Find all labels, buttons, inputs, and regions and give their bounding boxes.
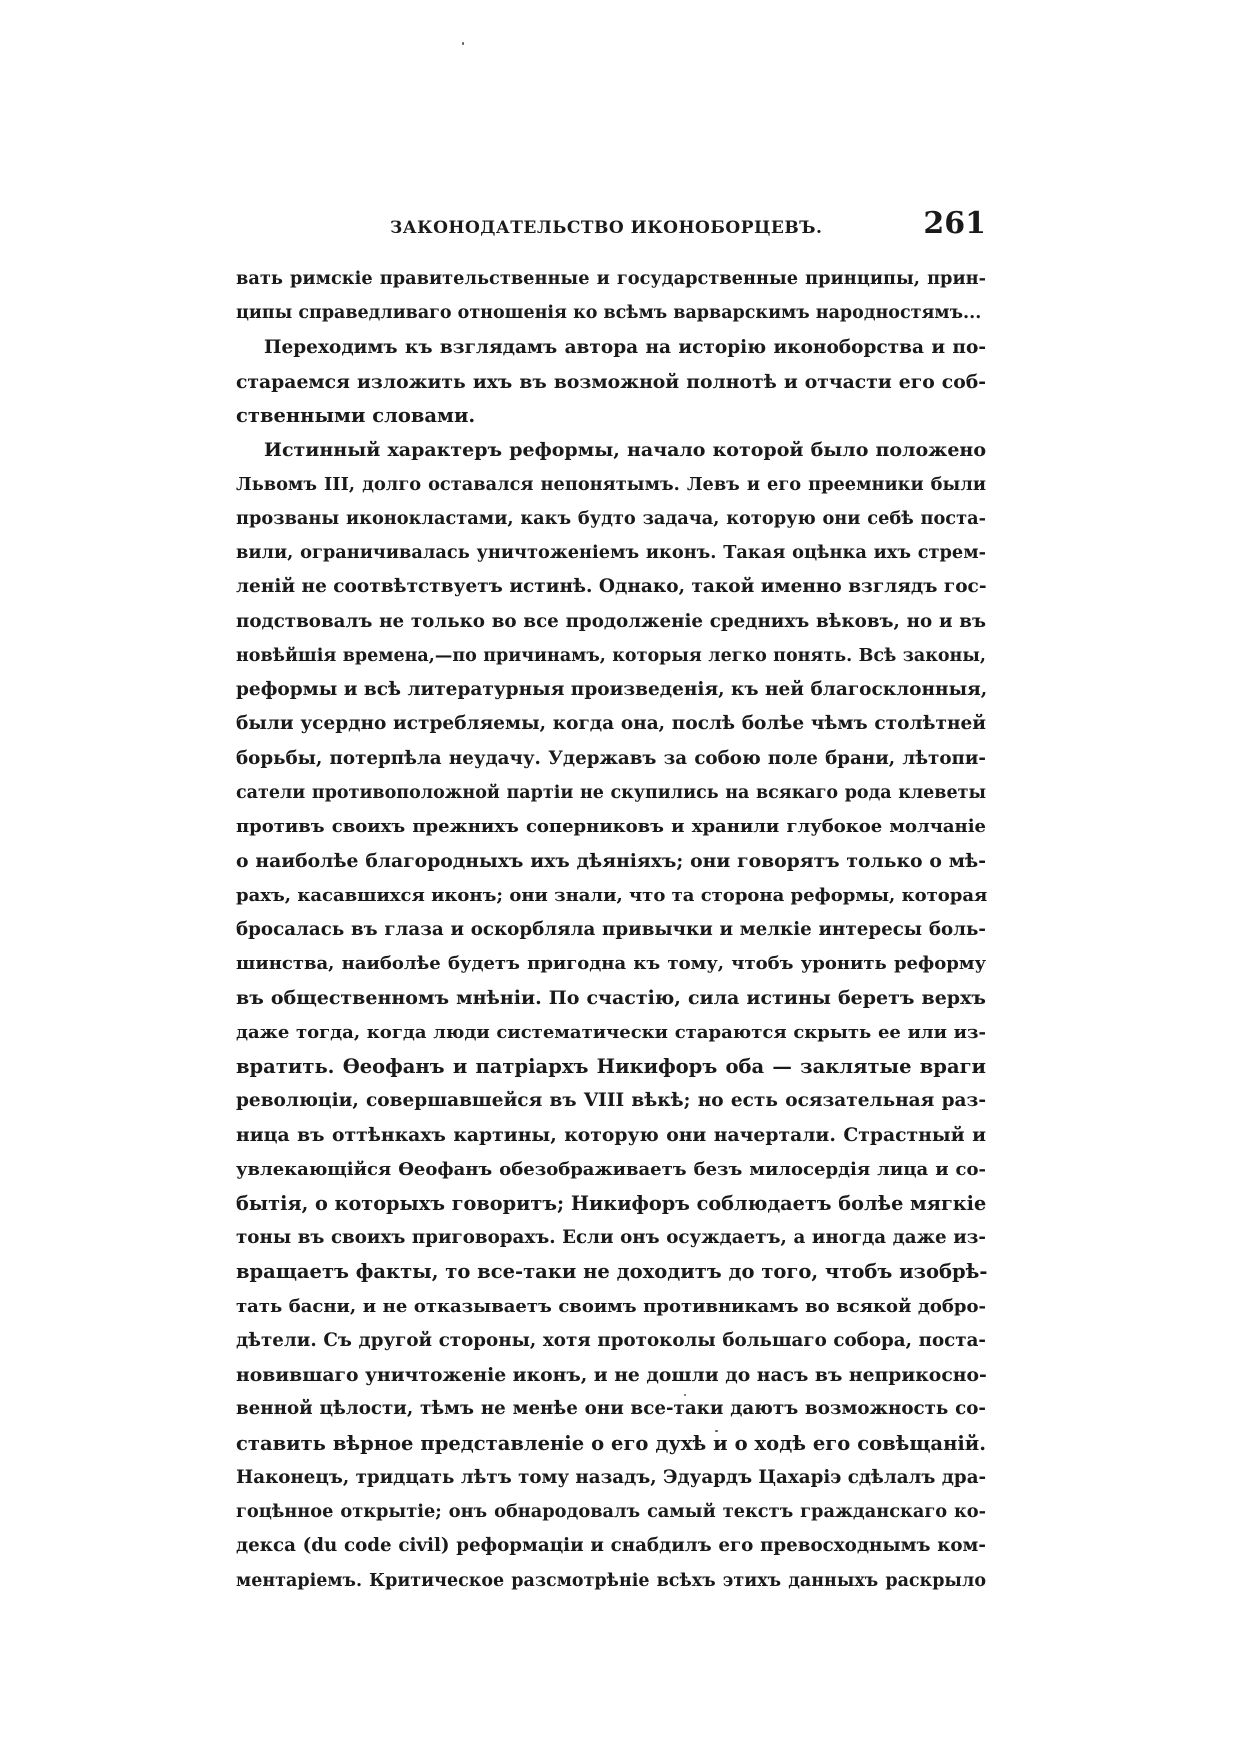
running-title: ЗАКОНОДАТЕЛЬСТВО ИКОНОБОРЦЕВЪ. [390,218,823,238]
text-line: борьбы, потерпѣла неудачу. Удержавъ за собою поле брани, лѣтопи- [236,747,986,769]
text-line: бросалась въ глаза и оскорбляла привычки и мелкіе интересы боль- [236,918,986,940]
text-line: были усердно истребляемы, когда она, послѣ болѣе чѣмъ столѣтней [236,713,986,735]
text-line: вили, ограничивалась уничтоженіемъ иконъ. Такая оцѣнка ихъ стрем- [236,542,986,563]
text-line: сатели противоположной партіи не скупились на всякаго рода клеветы [236,782,986,803]
text-line: вращаетъ факты, то все-таки не доходитъ до того, чтобъ изобрѣ- [236,1260,988,1284]
text-line: стараемся изложить ихъ въ возможной полнотѣ и отчасти его соб- [236,370,986,393]
text-line: бытія, о которыхъ говоритъ; Никифоръ соблюдаетъ болѣе мягкіе [236,1191,987,1215]
text-line: ственными словами. [236,404,476,427]
running-head [236,206,986,246]
text-line: о наиболѣе благородныхъ ихъ дѣяніяхъ; они говорятъ только о мѣ- [236,850,986,873]
text-line: противъ своихъ прежнихъ соперниковъ и хранили глубокое молчаніе [236,816,986,837]
text-line: новѣйшія времена,—по причинамъ, которыя легко понять. Всѣ законы, [236,645,986,666]
text-line: ница въ оттѣнкахъ картины, которую они начертали. Страстный и [236,1124,986,1147]
scan-speck [684,1394,686,1396]
text-line: даже тогда, когда люди систематически стараются скрыть ее или из- [236,1021,986,1043]
text-line: дѣтели. Съ другой стороны, хотя протоколы большаго собора, поста- [236,1329,986,1351]
text-line: венной цѣлости, тѣмъ не менѣе они все-таки даютъ возможность со- [236,1398,986,1420]
text-line: Переходимъ къ взглядамъ автора на исторію иконоборства и по- [264,336,986,358]
text-line: декса (du code civil) реформаціи и снабдилъ его превосходнымъ ком- [236,1535,986,1557]
text-line: увлекающійся Өеофанъ обезображиваетъ безъ милосердія лица и со- [236,1158,986,1180]
text-line: Истинный характеръ реформы, начало которой было положено [264,439,986,462]
text-line: вать римскіе правительственные и государственные принципы, прин- [236,268,986,289]
text-line: Наконецъ, тридцать лѣтъ тому назадъ, Эдуардъ Цахаріэ сдѣлалъ дра- [236,1466,987,1488]
text-line: ставить вѣрное представленіе о его духѣ и о ходѣ его совѣщаній. [236,1431,986,1455]
text-line: подствовалъ не только во все продолженіе среднихъ вѣковъ, но и въ [236,610,986,632]
text-line: Львомъ III, долго оставался непонятымъ. Левъ и его преемники были [236,473,986,495]
text-line: леній не соотвѣтствуетъ истинѣ. Однако, такой именно взглядъ гос- [236,576,987,598]
text-line: гоцѣнное открытіе; онъ обнародовалъ самый текстъ гражданскаго ко- [236,1501,986,1522]
text-line: тать басни, и не отказываетъ своимъ противникамъ во всякой добро- [236,1295,986,1317]
text-line: новившаго уничтоженіе иконъ, и не дошли до насъ въ неприкосно- [236,1364,987,1386]
text-line: шинства, наиболѣе будетъ пригодна къ тому, чтобъ уронить реформу [236,953,986,974]
text-line: ципы справедливаго отношенія ко всѣмъ варварскимъ народностямъ... [236,303,982,324]
page-number: 261 [923,206,986,241]
text-line: тоны въ своихъ приговорахъ. Если онъ осуждаетъ, а иногда даже из- [236,1227,986,1248]
body-text [236,262,986,1598]
text-line: революціи, совершавшейся въ VIII вѣкѣ; но есть осязательная раз- [236,1090,986,1111]
text-line: ментаріемъ. Критическое разсмотрѣніе всѣхъ этихъ данныхъ раскрыло [236,1570,986,1591]
scan-speck [715,1430,718,1432]
text-line: рахъ, касавшихся иконъ; они знали, что та сторона реформы, которая [236,884,988,906]
text-line: реформы и всѣ литературныя произведенія, къ ней благосклонныя, [236,679,988,700]
text-line: прозваны иконокластами, какъ будто задача, которую они себѣ поста- [236,507,986,529]
text-line: вратить. Өеофанъ и патріархъ Никифоръ оба — заклятые враги [236,1054,986,1078]
scan-speck [462,42,464,45]
text-line: въ общественномъ мнѣніи. По счастію, сила истины беретъ верхъ [236,987,986,1010]
